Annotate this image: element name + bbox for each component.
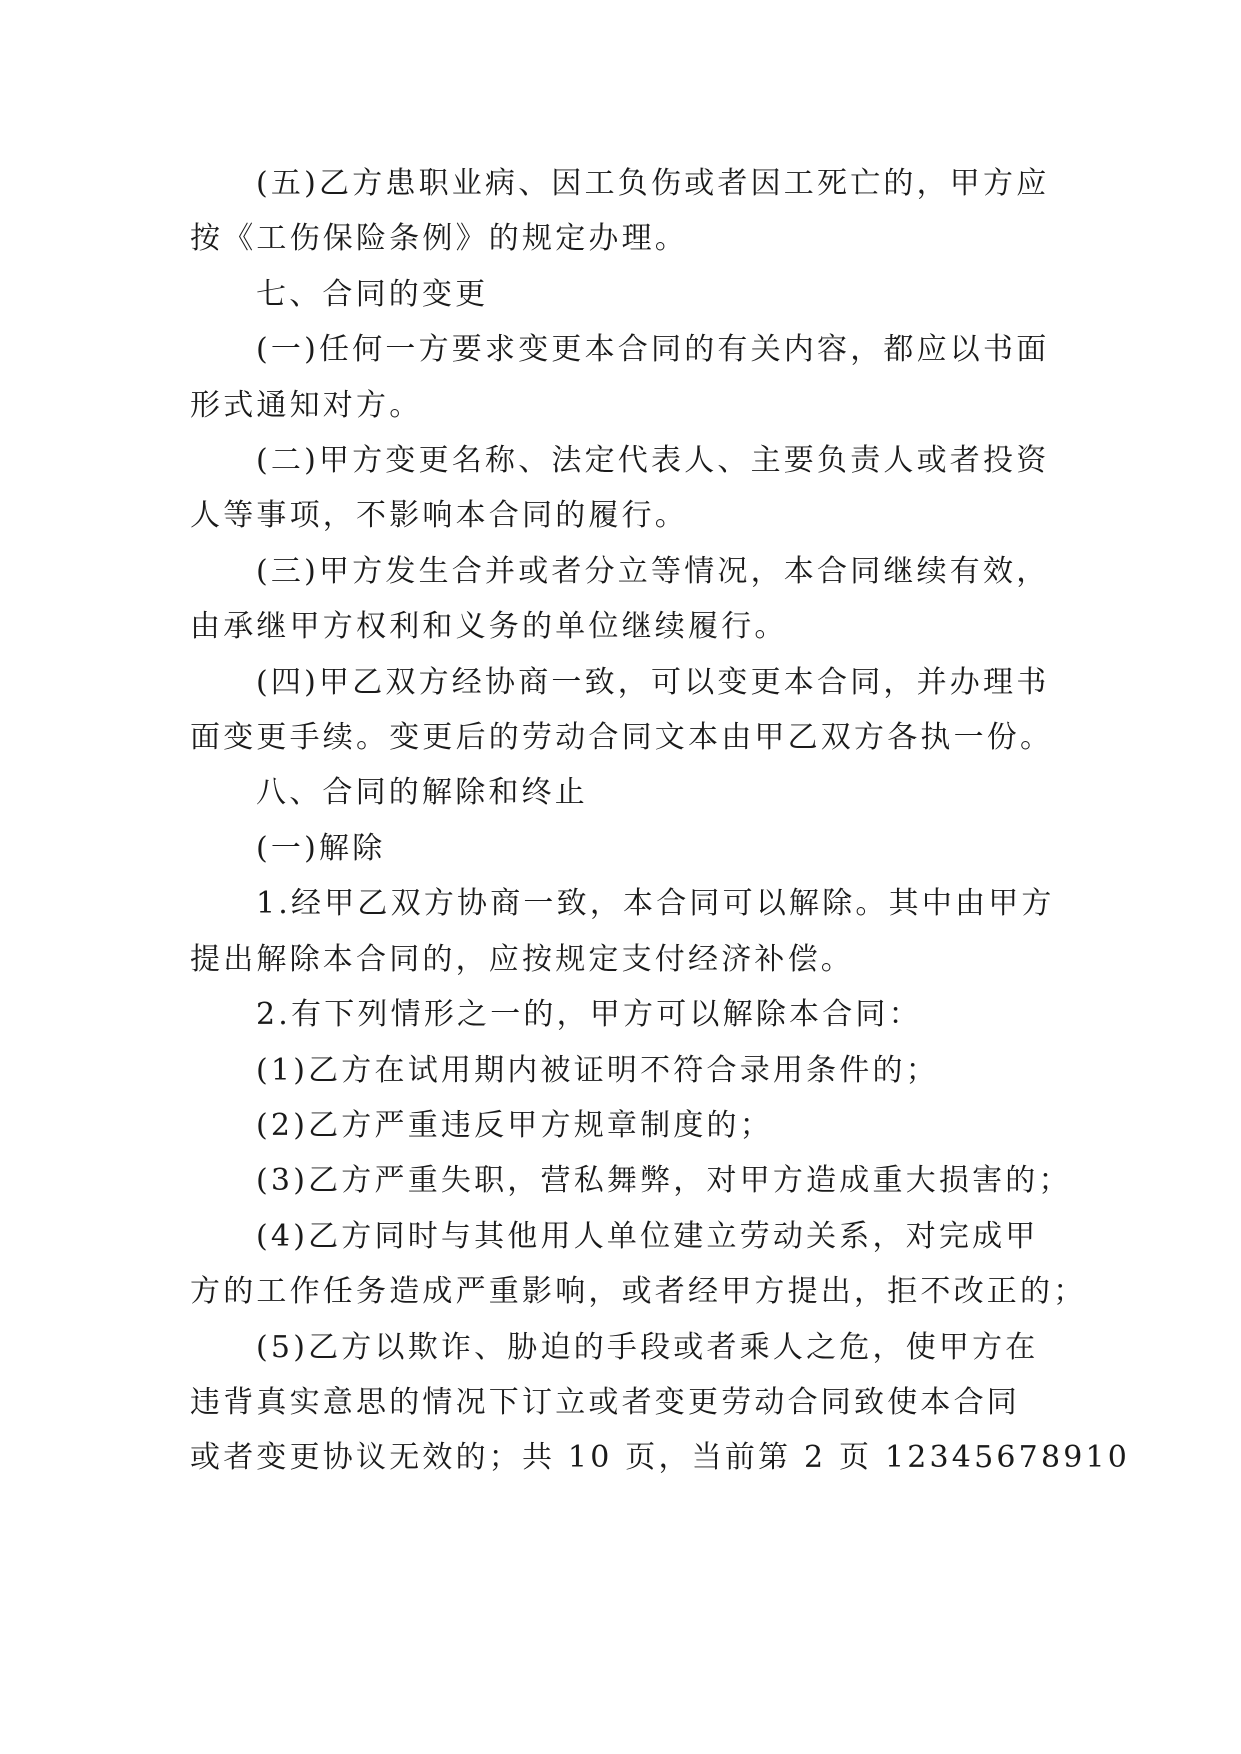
text-line: 1.经甲乙双方协商一致，本合同可以解除。其中由甲方 bbox=[256, 886, 1055, 922]
list-item: (4)乙方同时与其他用人单位建立劳动关系，对完成甲 bbox=[256, 1218, 1039, 1254]
list-item: (5)乙方以欺诈、胁迫的手段或者乘人之危，使甲方在 bbox=[256, 1329, 1039, 1365]
list-item: (1)乙方在试用期内被证明不符合录用条件的； bbox=[256, 1052, 939, 1088]
text-line: (三)甲方发生合并或者分立等情况，本合同继续有效， bbox=[256, 553, 1050, 589]
document-body bbox=[190, 156, 1131, 1486]
section-heading: 八、合同的解除和终止 bbox=[256, 775, 588, 811]
text-line: 人等事项，不影响本合同的履行。 bbox=[190, 498, 688, 534]
text-line: 违背真实意思的情况下订立或者变更劳动合同致使本合同 bbox=[190, 1384, 1020, 1420]
subsection-heading: (一)解除 bbox=[256, 830, 386, 866]
text-line: (二)甲方变更名称、法定代表人、主要负责人或者投资 bbox=[256, 443, 1050, 479]
text-line-with-page-info: 或者变更协议无效的；共 10 页，当前第 2 页 12345678910 bbox=[190, 1440, 1131, 1476]
text-line: 由承继甲方权利和义务的单位继续履行。 bbox=[190, 609, 788, 645]
text-line: (五)乙方患职业病、因工负伤或者因工死亡的，甲方应 bbox=[256, 166, 1050, 201]
list-item: (3)乙方严重失职，营私舞弊，对甲方造成重大损害的； bbox=[256, 1163, 1072, 1199]
text-line: 提出解除本合同的，应按规定支付经济补偿。 bbox=[190, 941, 854, 977]
text-line: 形式通知对方。 bbox=[190, 387, 423, 423]
text-line: 按《工伤保险条例》的规定办理。 bbox=[190, 221, 688, 257]
text-line: 2.有下列情形之一的，甲方可以解除本合同： bbox=[256, 997, 922, 1033]
list-item: (2)乙方严重违反甲方规章制度的； bbox=[256, 1107, 773, 1143]
text-line: 方的工作任务造成严重影响，或者经甲方提出，拒不改正的； bbox=[190, 1274, 1087, 1310]
text-line: 面变更手续。变更后的劳动合同文本由甲乙双方各执一份。 bbox=[190, 720, 1054, 756]
text-line: (四)甲乙双方经协商一致，可以变更本合同，并办理书 bbox=[256, 664, 1050, 700]
text-line: (一)任何一方要求变更本合同的有关内容，都应以书面 bbox=[256, 332, 1050, 368]
section-heading: 七、合同的变更 bbox=[256, 276, 489, 312]
